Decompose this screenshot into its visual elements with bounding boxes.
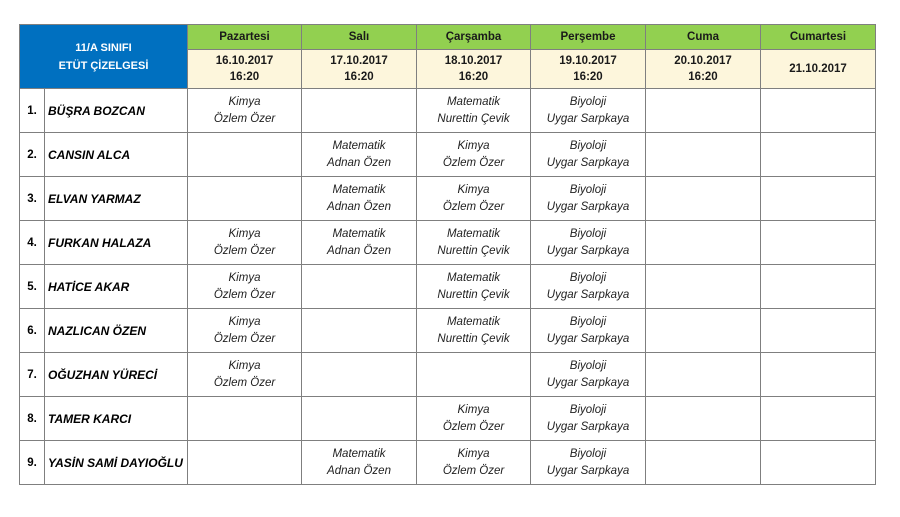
table-row — [20, 89, 876, 133]
schedule-cell — [761, 309, 876, 353]
schedule-cell — [188, 133, 302, 177]
row-number: 7. — [20, 353, 45, 397]
teacher-text: Nurettin Çevik — [437, 112, 510, 125]
schedule-cell — [417, 441, 531, 485]
schedule-cell — [188, 221, 302, 265]
table-row — [20, 353, 876, 397]
schedule-cell — [302, 89, 417, 133]
time-text: 16:20 — [458, 71, 489, 83]
schedule-cell — [188, 353, 302, 397]
date-text: 18.10.2017 — [444, 55, 503, 67]
schedule-cell — [302, 441, 417, 485]
subject-text: Matematik — [446, 227, 501, 240]
subject-text: Biyoloji — [569, 95, 607, 108]
table-row — [20, 265, 876, 309]
teacher-text: Özlem Özer — [213, 332, 276, 345]
date-text: 21.10.2017 — [789, 63, 847, 75]
schedule-cell — [646, 441, 761, 485]
day-header: Perşembe — [531, 25, 646, 50]
schedule-cell — [531, 89, 646, 133]
row-number: 4. — [20, 221, 45, 265]
schedule-cell — [417, 265, 531, 309]
schedule-cell — [531, 133, 646, 177]
schedule-cell — [417, 353, 531, 397]
subject-text: Biyoloji — [569, 139, 607, 152]
day-header: Cumartesi — [761, 25, 876, 50]
schedule-cell — [761, 353, 876, 397]
schedule-cell — [417, 309, 531, 353]
student-name: OĞUZHAN YÜRECİ — [45, 353, 188, 397]
subject-text: Kimya — [457, 183, 490, 196]
subject-text: Matematik — [446, 95, 501, 108]
student-name: CANSIN ALCA — [45, 133, 188, 177]
subject-text: Matematik — [332, 227, 386, 240]
table-title — [20, 25, 188, 89]
schedule-cell — [761, 89, 876, 133]
schedule-table — [19, 24, 876, 485]
schedule-cell — [531, 441, 646, 485]
subject-text: Matematik — [446, 271, 501, 284]
schedule-cell — [188, 265, 302, 309]
table-row — [20, 397, 876, 441]
schedule-cell — [646, 89, 761, 133]
schedule-cell — [188, 89, 302, 133]
subject-text: Biyoloji — [569, 227, 607, 240]
schedule-cell — [531, 221, 646, 265]
teacher-text: Adnan Özen — [327, 156, 391, 169]
teacher-text: Uygar Sarpkaya — [546, 200, 630, 213]
teacher-text: Uygar Sarpkaya — [546, 156, 630, 169]
schedule-cell — [531, 397, 646, 441]
teacher-text: Özlem Özer — [442, 464, 505, 477]
schedule-title: ETÜT ÇİZELGESİ — [58, 59, 149, 72]
teacher-text: Nurettin Çevik — [437, 332, 510, 345]
teacher-text: Uygar Sarpkaya — [546, 288, 630, 301]
day-header: Çarşamba — [417, 25, 531, 50]
schedule-cell — [302, 309, 417, 353]
teacher-text: Özlem Özer — [442, 156, 505, 169]
schedule-cell — [646, 221, 761, 265]
row-number: 9. — [20, 441, 45, 485]
schedule-cell — [761, 397, 876, 441]
teacher-text: Özlem Özer — [213, 244, 276, 257]
time-text: 16:20 — [344, 71, 374, 83]
day-header: Salı — [302, 25, 417, 50]
schedule-cell — [188, 397, 302, 441]
table-row — [20, 441, 876, 485]
teacher-text: Uygar Sarpkaya — [546, 376, 630, 389]
schedule-cell — [302, 133, 417, 177]
schedule-cell — [761, 133, 876, 177]
student-name: BÜŞRA BOZCAN — [45, 89, 188, 133]
student-rows — [20, 89, 876, 485]
schedule-cell — [531, 265, 646, 309]
schedule-cell — [302, 353, 417, 397]
subject-text: Kimya — [228, 227, 261, 240]
date-cell — [302, 50, 417, 89]
teacher-text: Adnan Özen — [327, 200, 391, 213]
subject-text: Matematik — [332, 183, 386, 196]
schedule-cell — [646, 397, 761, 441]
student-name: FURKAN HALAZA — [45, 221, 188, 265]
schedule-cell — [188, 309, 302, 353]
schedule-cell — [761, 177, 876, 221]
teacher-text: Özlem Özer — [213, 376, 276, 389]
time-text: 16:20 — [229, 71, 260, 83]
subject-text: Kimya — [228, 271, 261, 284]
subject-text: Matematik — [332, 139, 386, 152]
teacher-text: Nurettin Çevik — [437, 288, 510, 301]
subject-text: Kimya — [228, 315, 261, 328]
date-cell — [646, 50, 761, 89]
subject-text: Biyoloji — [569, 315, 607, 328]
schedule-cell — [761, 221, 876, 265]
class-name: 11/A SINIFI — [75, 41, 132, 54]
teacher-text: Adnan Özen — [327, 244, 391, 257]
date-text: 17.10.2017 — [330, 55, 388, 67]
schedule-cell — [761, 441, 876, 485]
date-cell — [531, 50, 646, 89]
schedule-cell — [302, 177, 417, 221]
time-text: 16:20 — [688, 71, 718, 83]
row-number: 1. — [20, 89, 45, 133]
student-name: ELVAN YARMAZ — [45, 177, 188, 221]
row-number: 6. — [20, 309, 45, 353]
student-name: TAMER KARCI — [45, 397, 188, 441]
schedule-cell — [417, 177, 531, 221]
date-text: 16.10.2017 — [215, 55, 274, 67]
schedule-cell — [531, 177, 646, 221]
teacher-text: Özlem Özer — [213, 288, 276, 301]
subject-text: Biyoloji — [569, 183, 607, 196]
schedule-cell — [761, 265, 876, 309]
student-name: NAZLICAN ÖZEN — [45, 309, 188, 353]
date-cell — [761, 50, 876, 89]
schedule-cell — [646, 133, 761, 177]
table-row — [20, 177, 876, 221]
subject-text: Biyoloji — [569, 403, 607, 416]
subject-text: Kimya — [228, 95, 261, 108]
time-text: 16:20 — [573, 71, 603, 83]
row-number: 8. — [20, 397, 45, 441]
date-cell — [188, 50, 302, 89]
schedule-cell — [302, 265, 417, 309]
teacher-text: Uygar Sarpkaya — [546, 112, 630, 125]
schedule-cell — [646, 353, 761, 397]
schedule-cell — [646, 177, 761, 221]
teacher-text: Uygar Sarpkaya — [546, 244, 630, 257]
date-cell — [417, 50, 531, 89]
subject-text: Biyoloji — [569, 447, 607, 460]
row-number: 5. — [20, 265, 45, 309]
teacher-text: Uygar Sarpkaya — [546, 332, 630, 345]
teacher-text: Özlem Özer — [442, 200, 505, 213]
table-row — [20, 221, 876, 265]
schedule-cell — [531, 309, 646, 353]
subject-text: Matematik — [446, 315, 501, 328]
row-number: 3. — [20, 177, 45, 221]
teacher-text: Özlem Özer — [442, 420, 505, 433]
date-text: 19.10.2017 — [559, 55, 617, 67]
schedule-cell — [417, 221, 531, 265]
student-name: HATİCE AKAR — [45, 265, 188, 309]
teacher-text: Uygar Sarpkaya — [546, 464, 630, 477]
teacher-text: Nurettin Çevik — [437, 244, 510, 257]
subject-text: Kimya — [457, 403, 490, 416]
schedule-cell — [188, 177, 302, 221]
schedule-cell — [302, 397, 417, 441]
schedule-cell — [531, 353, 646, 397]
table-row — [20, 133, 876, 177]
day-header: Cuma — [646, 25, 761, 50]
schedule-cell — [417, 397, 531, 441]
teacher-text: Özlem Özer — [213, 112, 276, 125]
row-number: 2. — [20, 133, 45, 177]
subject-text: Kimya — [228, 359, 261, 372]
subject-text: Kimya — [457, 447, 490, 460]
student-name: YASİN SAMİ DAYIOĞLU — [45, 441, 188, 485]
teacher-text: Adnan Özen — [327, 464, 391, 477]
schedule-cell — [417, 89, 531, 133]
schedule-cell — [188, 441, 302, 485]
schedule-cell — [646, 265, 761, 309]
teacher-text: Uygar Sarpkaya — [546, 420, 630, 433]
day-header: Pazartesi — [188, 25, 302, 50]
schedule-cell — [302, 221, 417, 265]
schedule-cell — [646, 309, 761, 353]
subject-text: Biyoloji — [569, 359, 607, 372]
subject-text: Kimya — [457, 139, 490, 152]
table-row — [20, 309, 876, 353]
date-text: 20.10.2017 — [674, 55, 732, 67]
subject-text: Matematik — [332, 447, 386, 460]
schedule-cell — [417, 133, 531, 177]
subject-text: Biyoloji — [569, 271, 607, 284]
